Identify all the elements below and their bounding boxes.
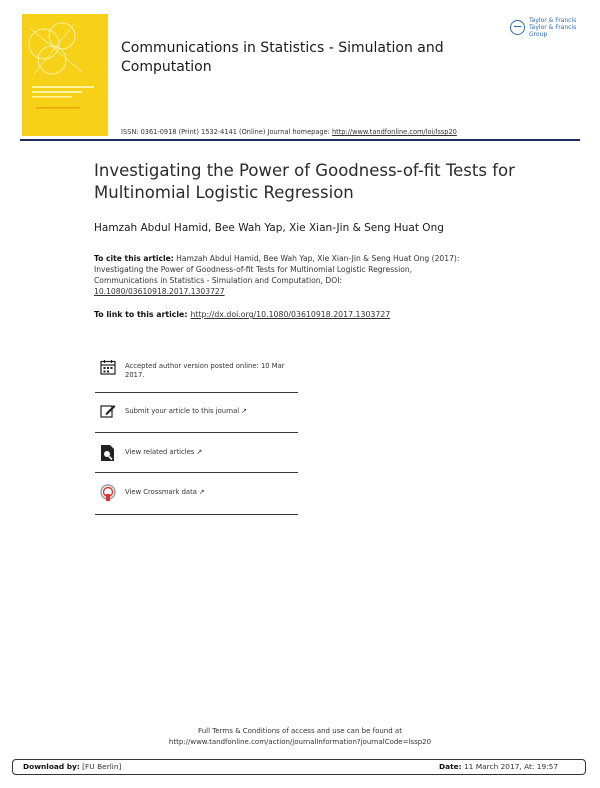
article-link-line (94, 310, 514, 319)
downloaded-by (23, 762, 121, 771)
publisher-logo-text (529, 17, 586, 38)
submit-article-label (125, 407, 247, 416)
edit-icon (100, 403, 116, 423)
publisher-logo-line1: Taylor & Francis (529, 16, 577, 24)
article-authors: Hamzah Abdul Hamid, Bee Wah Yap, Xie Xian-Jin & Seng Huat Ong (94, 222, 444, 234)
related-articles-text: View related articles (125, 448, 195, 456)
citation-doi-link[interactable]: 10.1080/03610918.2017.1303727 (94, 287, 225, 296)
downloaded-by-value: [FU Berlin] (79, 762, 122, 771)
accepted-version-label: Accepted author version posted online: 10 Mar 2017. (125, 362, 285, 379)
submit-article-text: Submit your article to this journal (125, 407, 240, 415)
external-link-icon: ↗ (241, 407, 248, 415)
article-title: Investigating the Power of Goodness-of-fit Tests for Multinomial Logistic Regression (94, 161, 515, 202)
citation-label: To cite this article: (94, 254, 174, 263)
downloaded-by-label: Download by: (23, 762, 80, 771)
issn-text: ISSN: 0361-0918 (Print) 1532-4141 (Online) Journal homepage: (121, 128, 332, 136)
crossmark-icon (100, 484, 116, 506)
download-info-bar (12, 759, 586, 775)
calendar-icon (100, 359, 116, 379)
citation-text: Hamzah Abdul Hamid, Bee Wah Yap, Xie Xian-Jin & Seng Huat Ong (2017): Investigating the Power of Goodness-of-fit Tests for Multinomial Logistic Regression, Communications in Statistics - Simulation and Computation, DOI: (94, 254, 460, 285)
download-date-label: Date: (439, 762, 462, 771)
search-document-icon (100, 444, 116, 466)
crossmark-label (125, 488, 205, 497)
crossmark-item[interactable] (95, 473, 298, 515)
download-date-value: 11 March 2017, At: 19:57 (461, 762, 559, 771)
accepted-version-item (95, 351, 298, 393)
publisher-logo (510, 16, 586, 38)
citation-block (94, 253, 464, 297)
publisher-logo-icon (510, 20, 525, 35)
related-articles-label (125, 448, 202, 457)
journal-homepage-link[interactable]: http://www.tandfonline.com/loi/lssp20 (331, 128, 457, 136)
download-date (439, 762, 558, 771)
terms-line: Full Terms & Conditions of access and use can be found at (198, 727, 402, 735)
external-link-icon: ↗ (196, 448, 203, 456)
header-divider (20, 139, 580, 141)
article-link-label: To link to this article: (94, 310, 188, 319)
journal-cover-image (22, 14, 108, 136)
crossmark-text: View Crossmark data (125, 488, 197, 496)
article-doi-url[interactable]: http://dx.doi.org/10.1080/03610918.2017.1303727 (190, 310, 391, 319)
article-actions (95, 351, 298, 515)
publisher-logo-line2: Taylor & Francis Group (529, 23, 577, 38)
terms-note (100, 726, 500, 748)
terms-url[interactable]: http://www.tandfonline.com/action/journalInformation?journalCode=lssp20 (168, 738, 432, 746)
external-link-icon: ↗ (198, 488, 205, 496)
issn-line (121, 128, 581, 136)
related-articles-item[interactable] (95, 433, 298, 473)
journal-name: Communications in Statistics - Simulation and Computation (121, 40, 444, 75)
submit-article-item[interactable] (95, 393, 298, 433)
